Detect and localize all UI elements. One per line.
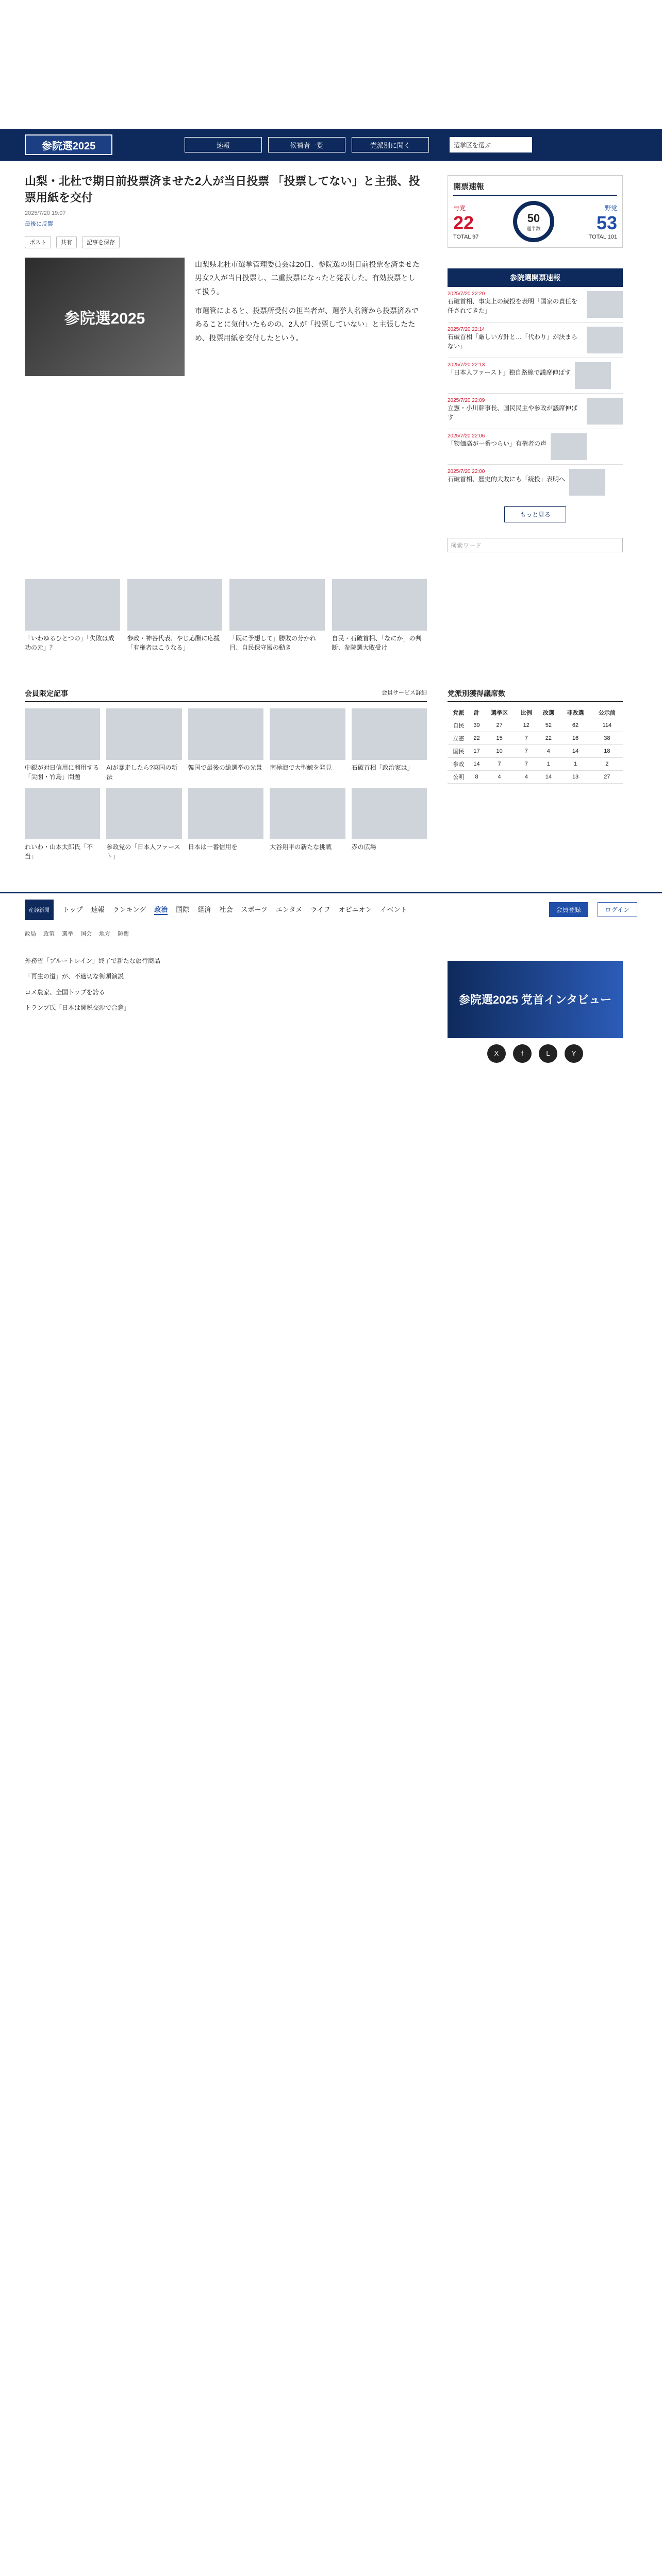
list-item[interactable]: コメ農家、全国トップを誇る (25, 988, 105, 996)
results-box (448, 175, 623, 248)
share-bar (25, 236, 427, 248)
nav-item-active[interactable]: 政治 (154, 904, 168, 915)
opp-label: 野党 (604, 204, 617, 212)
paragraph: 山梨県北杜市選挙管理委員会は20日、参院選の期日前投票を済ませた男女2人が当日投票し、二重投票になったと発表した。有効投票として扱う。 (195, 260, 420, 296)
related-card[interactable]: 「既に予想して」勝敗の分かれ目、自民保守層の動き (229, 579, 325, 652)
lower-content (25, 951, 427, 1063)
list-item[interactable]: 「再生の道」が、不適切な街頭演説 (25, 973, 124, 980)
card-thumbnail (229, 579, 325, 631)
election-bar (0, 129, 662, 161)
social-links (448, 1044, 623, 1063)
nav-item[interactable]: ライフ (310, 906, 330, 914)
news-title: 参院選開票速報 (448, 268, 623, 287)
article-tag[interactable]: 最後に反響 (25, 221, 53, 227)
ruling-total: 22 (453, 212, 474, 233)
nav-item[interactable]: エンタメ (275, 906, 303, 914)
interview-banner[interactable]: 参院選2025 党首インタビュー (448, 961, 623, 1038)
nav-item[interactable]: オピニオン (338, 906, 372, 914)
card-thumbnail (332, 579, 427, 631)
card-thumbnail (352, 788, 427, 839)
table-title: 党派別獲得議席数 (448, 688, 623, 702)
card-thumbnail (188, 788, 263, 839)
results-title: 開票速報 (453, 181, 617, 196)
related-card[interactable]: 「いわゆるひとつの」「失敗は成功の元」？ (25, 579, 120, 652)
nav-item[interactable]: 速報 (91, 906, 105, 914)
news-list (448, 287, 623, 500)
majority-value: 50 (527, 211, 540, 225)
news-thumb (569, 469, 605, 496)
article (25, 161, 427, 652)
article-image: 参院選2025 (25, 258, 185, 376)
related-card[interactable]: 自民・石破首相、「なにか」の判断、参院選大敗受け (332, 579, 427, 652)
member-card[interactable]: 大谷翔平の新たな挑戦 (270, 788, 345, 861)
search-input[interactable]: 検索ワード (448, 538, 623, 552)
nav-item[interactable]: トップ (63, 906, 83, 914)
list-item[interactable]: 2025/7/20 22:00 石破首相、歴史的大敗にも「続投」表明へ (448, 465, 623, 500)
member-card[interactable]: 赤の広場 (352, 788, 427, 861)
sidebar (448, 161, 623, 652)
list-item[interactable]: 2025/7/20 22:09 立憲・小川幹事長、国民民主や参政が議席伸ばす (448, 394, 623, 429)
nav-candidates[interactable]: 候補者一覧 (268, 137, 345, 152)
card-thumbnail (270, 788, 345, 839)
nav-item[interactable]: 社会 (219, 906, 233, 914)
member-button[interactable]: 会員登録 (549, 902, 588, 917)
card-thumbnail (188, 708, 263, 760)
save-button[interactable]: 記事を保存 (82, 236, 120, 248)
line-icon[interactable]: L (539, 1044, 557, 1063)
nav-sokuhou[interactable]: 速報 (185, 137, 262, 152)
member-card[interactable]: AIが暴走したら?英国の新法 (106, 708, 181, 782)
district-select[interactable]: 選挙区を選ぶ (450, 137, 532, 152)
subnav-item[interactable]: 国会 (80, 930, 92, 937)
facebook-icon[interactable]: f (513, 1044, 532, 1063)
nav-item[interactable]: イベント (380, 906, 407, 914)
site-header (0, 892, 662, 926)
section-title: 会員限定記事 会員サービス詳細 (25, 688, 427, 702)
majority-label: 過半数 (526, 226, 541, 231)
youtube-icon[interactable]: Y (565, 1044, 583, 1063)
member-card[interactable]: 石破首相「政治家は」 (352, 708, 427, 782)
article-date: 2025/7/20 19:07 (25, 210, 66, 216)
member-card[interactable]: れいわ・山本太郎氏「不当」 (25, 788, 100, 861)
nav-parties[interactable]: 党派別に聞く (352, 137, 429, 152)
member-card[interactable]: 南極海で大型鯨を発見 (270, 708, 345, 782)
subnav-item[interactable]: 地方 (99, 930, 110, 937)
list-item[interactable]: 2025/7/20 22:20 石破首相、事実上の続投を表明「国家の責任を任されてきた」 (448, 287, 623, 323)
subnav-item[interactable]: 政局 (25, 930, 36, 937)
x-icon[interactable]: X (487, 1044, 506, 1063)
table-row: 国民 17 10 7 4 14 18 (448, 744, 623, 757)
nav-item[interactable]: 経済 (197, 906, 211, 914)
ruling-sub: TOTAL 97 (453, 233, 479, 240)
lower-sidebar (448, 951, 623, 1063)
site-nav (63, 904, 407, 915)
table-row: 参政 14 7 7 1 1 2 (448, 757, 623, 770)
related-articles (25, 579, 427, 652)
member-articles (25, 688, 427, 861)
list-item[interactable]: 外務省「ブルートレイン」終了で新たな旅行商品 (25, 957, 160, 964)
table-header: 党派 計 選挙区 比例 改選 非改選 公示前 (448, 706, 623, 719)
card-thumbnail (127, 579, 223, 631)
news-thumb (587, 398, 623, 425)
seat-table (448, 706, 623, 784)
card-thumbnail (25, 579, 120, 631)
login-button[interactable]: ログイン (598, 902, 637, 917)
nav-item[interactable]: ランキング (112, 906, 146, 914)
opp-sub: TOTAL 101 (588, 233, 617, 240)
card-thumbnail (106, 788, 181, 839)
list-item[interactable]: 2025/7/20 22:06 「物価高が一番つらい」有権者の声 (448, 429, 623, 465)
table-row: 自民 39 27 12 52 62 114 (448, 719, 623, 732)
ruling-label: 与党 (453, 204, 466, 212)
table-row: 公明 8 4 4 14 13 27 (448, 770, 623, 783)
site-logo[interactable]: 産経新聞 (25, 900, 54, 920)
list-item[interactable]: 2025/7/20 22:13 「日本人ファースト」独自路線で議席伸ばす (448, 358, 623, 394)
seat-table-box (448, 688, 623, 861)
member-card[interactable]: 中銀が対日信用に利用する「尖閣・竹島」問題 (25, 708, 100, 782)
list-item[interactable]: トランプ氏「日本は関税交渉で合意」 (25, 1004, 130, 1011)
paragraph: 市選管によると、投票所受付の担当者が、選挙人名簿から投票済みであることに気付いたものの、2人が「投票していない」と主張したため、投票用紙を交付したという。 (195, 306, 419, 342)
election-logo[interactable]: 参院選2025 (25, 134, 112, 155)
nav-item[interactable]: 国際 (176, 906, 190, 914)
subnav-item[interactable]: 防衛 (118, 930, 129, 937)
list-item[interactable]: 2025/7/20 22:14 石破首相「厳しい方針と…「代わり」が決まらない」 (448, 323, 623, 358)
card-thumbnail (106, 708, 181, 760)
post-button[interactable]: ポスト (25, 236, 51, 248)
top-whitespace (0, 0, 662, 129)
card-thumbnail (270, 708, 345, 760)
table-row: 立憲 22 15 7 22 16 38 (448, 732, 623, 744)
share-button[interactable]: 共有 (56, 236, 77, 248)
member-more-link[interactable]: 会員サービス詳細 (382, 689, 427, 696)
member-card[interactable]: 日本は一番信用を (188, 788, 263, 861)
news-thumb (551, 433, 587, 460)
card-thumbnail (25, 788, 100, 839)
nav-item[interactable]: スポーツ (241, 906, 268, 914)
news-thumb (587, 291, 623, 318)
election-nav (185, 137, 429, 152)
related-card[interactable]: 参政・神谷代表、やじ応酬に応援「有権者はこうなる」 (127, 579, 223, 652)
sub-nav (0, 926, 662, 941)
member-card[interactable]: 韓国で最後の総選挙の光景 (188, 708, 263, 782)
news-thumb (587, 327, 623, 353)
card-thumbnail (352, 708, 427, 760)
subnav-item[interactable]: 選挙 (62, 930, 73, 937)
more-button[interactable]: もっと見る (504, 506, 566, 522)
opp-total: 53 (596, 212, 617, 233)
subnav-item[interactable]: 政策 (43, 930, 55, 937)
majority-gauge (513, 201, 554, 242)
article-title: 山梨・北杜で期日前投票済ませた2人が当日投票 「投票してない」と主張、投票用紙を交付 (25, 175, 420, 204)
member-card[interactable]: 参政党の「日本人ファースト」 (106, 788, 181, 861)
card-thumbnail (25, 708, 100, 760)
news-thumb (575, 362, 611, 389)
